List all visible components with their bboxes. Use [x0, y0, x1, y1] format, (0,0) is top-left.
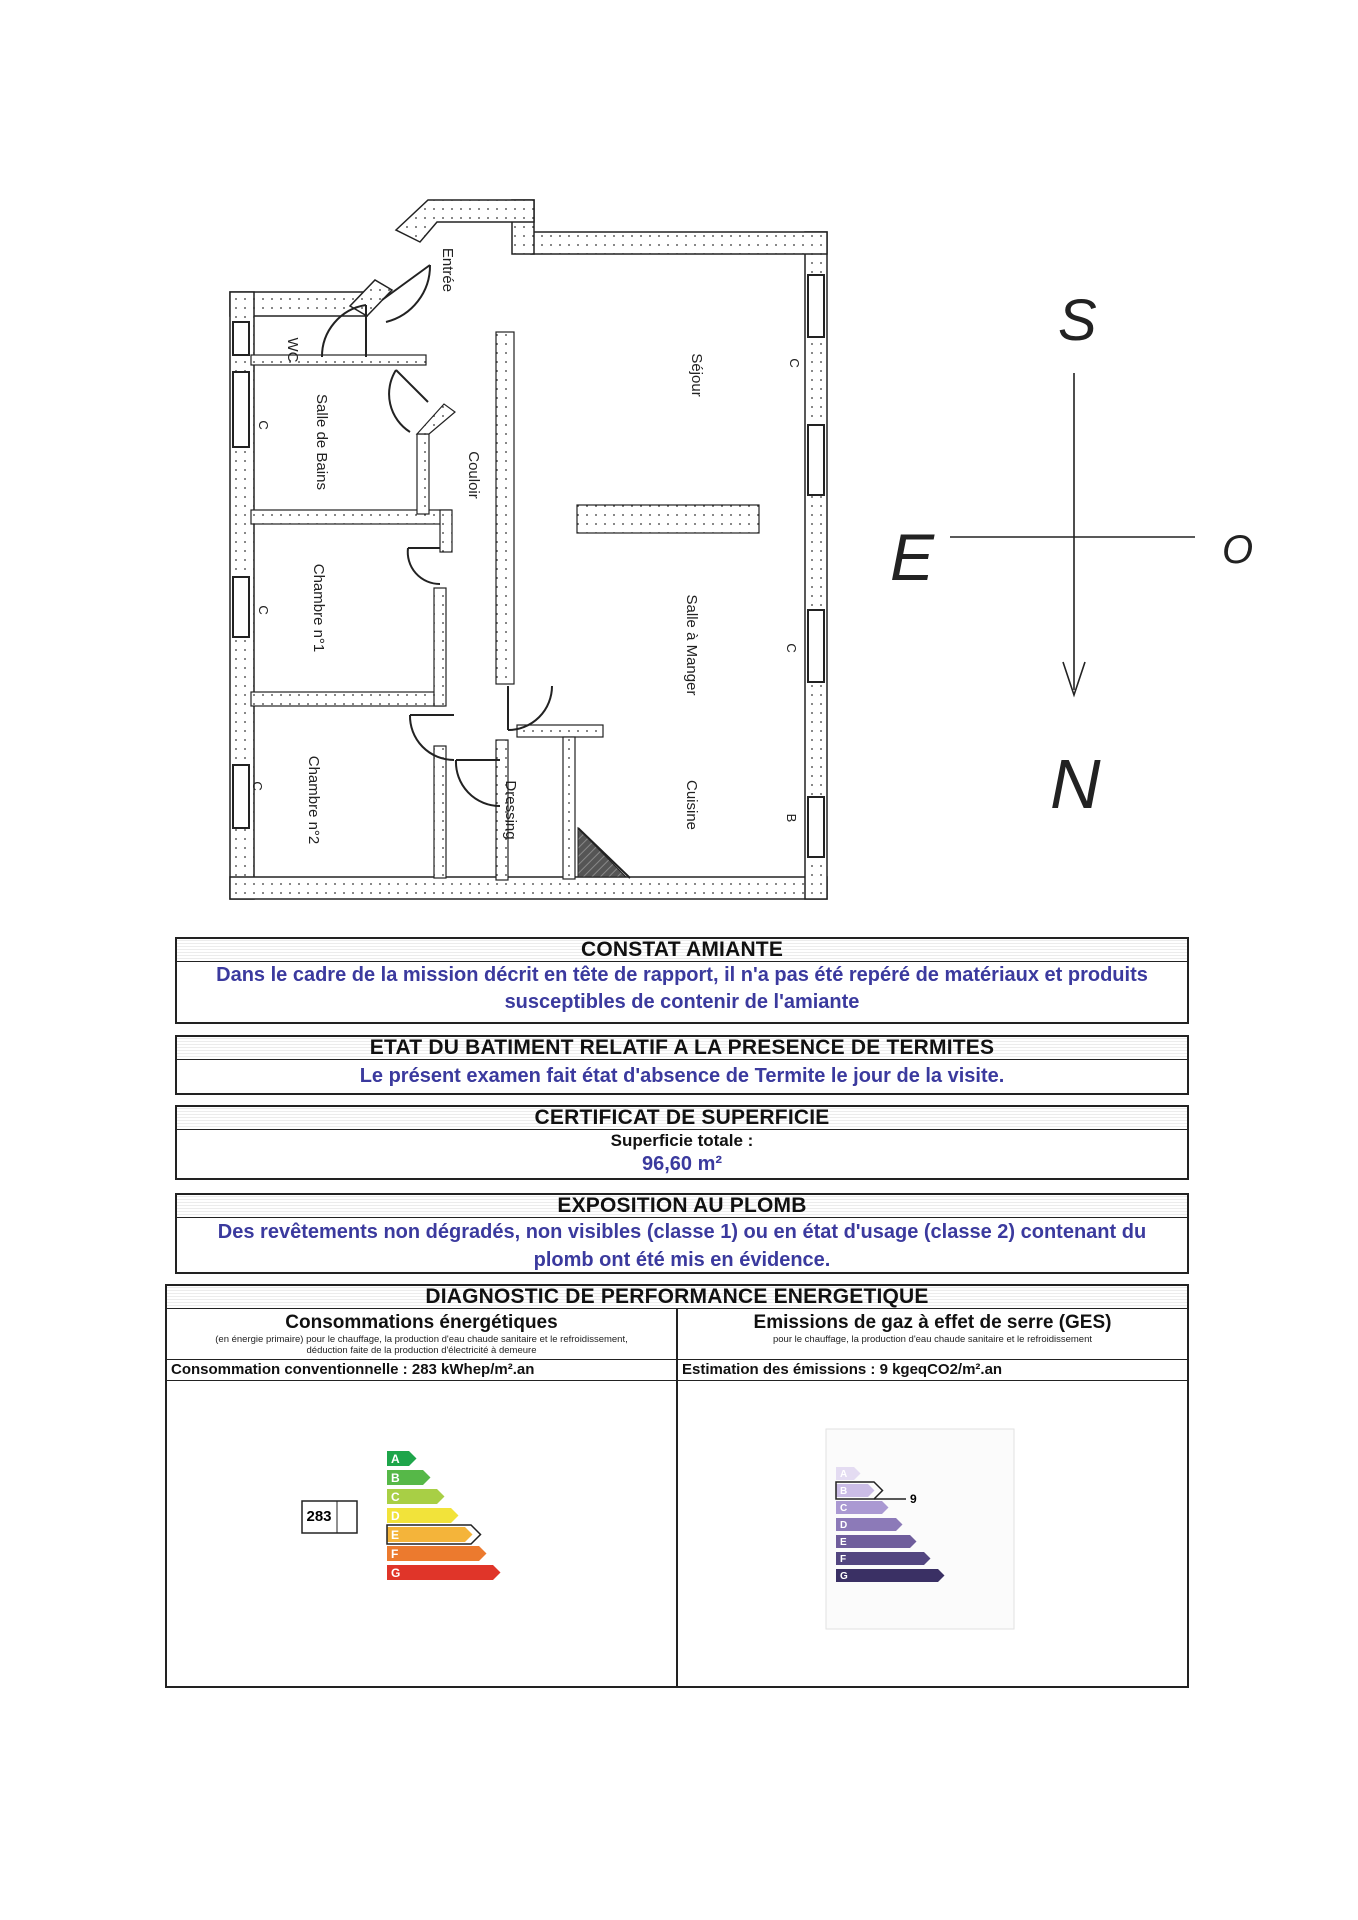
dpe-conso-column [167, 1309, 676, 1687]
label-entree: Entrée [439, 247, 456, 293]
label-couloir: Couloir [465, 451, 482, 499]
superficie-value: 96,60 m² [641, 1153, 723, 1175]
class-label-a: A [840, 1469, 848, 1480]
class-label-d: D [391, 1509, 400, 1523]
label-salle-a-manger: Salle à Manger [683, 594, 700, 696]
ges-estimation [678, 1359, 1187, 1381]
label-dressing: Dressing [502, 780, 519, 840]
class-label-g: G [391, 1566, 401, 1580]
class-label-e: E [840, 1537, 847, 1548]
class-label-f: F [391, 1547, 399, 1561]
conso-value-text: 283 [306, 1508, 332, 1525]
compass [950, 373, 1195, 695]
class-label-c: C [391, 1490, 400, 1504]
termites-section [175, 1035, 1189, 1095]
conso-estimation-label: Consommation conventionnelle : [171, 1361, 412, 1378]
label-wc: WC [284, 337, 301, 363]
ges-estimation-value: 9 kgeqCO2/m².an [879, 1361, 1003, 1378]
marker-b: B [784, 813, 799, 823]
amiante-title: CONSTAT AMIANTE [177, 939, 1187, 962]
dpe-columns [167, 1309, 1187, 1687]
floor-plan [0, 0, 1358, 935]
superficie-section [175, 1105, 1189, 1180]
label-cuisine: Cuisine [683, 779, 700, 831]
ges-estimation-label: Estimation des émissions : [682, 1361, 880, 1378]
conso-subtitle: (en énergie primaire) pour le chauffage, la production d'eau chaude sanitaire et le refroidissement, déduction faite de la production d'électricité à demeure [215, 1334, 628, 1356]
class-label-d: D [840, 1520, 848, 1531]
marker-c: C [256, 605, 271, 615]
conso-estimation-value: 283 kWhep/m².an [411, 1361, 535, 1378]
class-label-a: A [391, 1452, 400, 1466]
marker-c: C [250, 781, 265, 791]
ges-title: Emissions de gaz à effet de serre (GES) [753, 1312, 1112, 1333]
class-label-f: F [840, 1554, 847, 1565]
label-chambre-2: Chambre n°2 [305, 755, 322, 845]
amiante-text: Dans le cadre de la mission décrit en tête de rapport, il n'a pas été repéré de matériaux et produits susceptibles de contenir de l'amiante [216, 964, 1148, 1013]
compass-east: E [890, 520, 935, 594]
plomb-text: Des revêtements non dégradés, non visibles (classe 1) ou en état d'usage (classe 2) contenant du plomb ont été mis en évidence. [217, 1221, 1147, 1271]
energy-label-chart [167, 1409, 677, 1649]
conso-title: Consommations énergétiques [285, 1312, 558, 1333]
ges-label-chart [678, 1409, 1188, 1649]
class-bar-f [836, 1552, 931, 1565]
conso-estimation [167, 1359, 676, 1381]
class-label-e: E [391, 1528, 400, 1542]
amiante-section [175, 937, 1189, 1024]
superficie-label: Superficie totale : [610, 1131, 754, 1150]
class-label-c: C [840, 1503, 848, 1514]
room-labels [284, 248, 705, 844]
plomb-section [175, 1193, 1189, 1274]
label-salle-de-bains: Salle de Bains [313, 394, 330, 490]
marker-c: C [784, 643, 799, 653]
plomb-title: EXPOSITION AU PLOMB [177, 1195, 1187, 1218]
compass-letters [890, 288, 1253, 823]
wall-markers [250, 358, 802, 822]
termites-text: Le présent examen fait état d'absence de Termite le jour de la visite. [359, 1065, 1005, 1087]
class-label-b: B [840, 1486, 848, 1497]
class-label-b: B [391, 1471, 400, 1485]
marker-c: C [256, 420, 271, 430]
class-bar-f [387, 1546, 487, 1561]
label-chambre-1: Chambre n°1 [310, 563, 327, 653]
compass-north: N [1050, 745, 1101, 823]
ges-subtitle: pour le chauffage, la production d'eau chaude sanitaire et le refroidissement [772, 1334, 1093, 1345]
dpe-ges-column [676, 1309, 1187, 1687]
class-bar-g [836, 1569, 945, 1582]
marker-c: C [787, 358, 802, 368]
class-bar-e [387, 1527, 473, 1542]
class-bar-g [387, 1565, 501, 1580]
dpe-section [165, 1284, 1189, 1688]
dpe-title: DIAGNOSTIC DE PERFORMANCE ENERGETIQUE [167, 1286, 1187, 1309]
class-label-g: G [840, 1571, 848, 1582]
compass-south: S [1058, 288, 1097, 353]
compass-west: O [1222, 528, 1254, 572]
ges-value-text: 9 [910, 1492, 917, 1506]
superficie-title: CERTIFICAT DE SUPERFICIE [177, 1107, 1187, 1130]
termites-title: ETAT DU BATIMENT RELATIF A LA PRESENCE DE TERMITES [177, 1037, 1187, 1060]
class-bar-e [836, 1535, 917, 1548]
label-sejour: Séjour [688, 353, 705, 397]
